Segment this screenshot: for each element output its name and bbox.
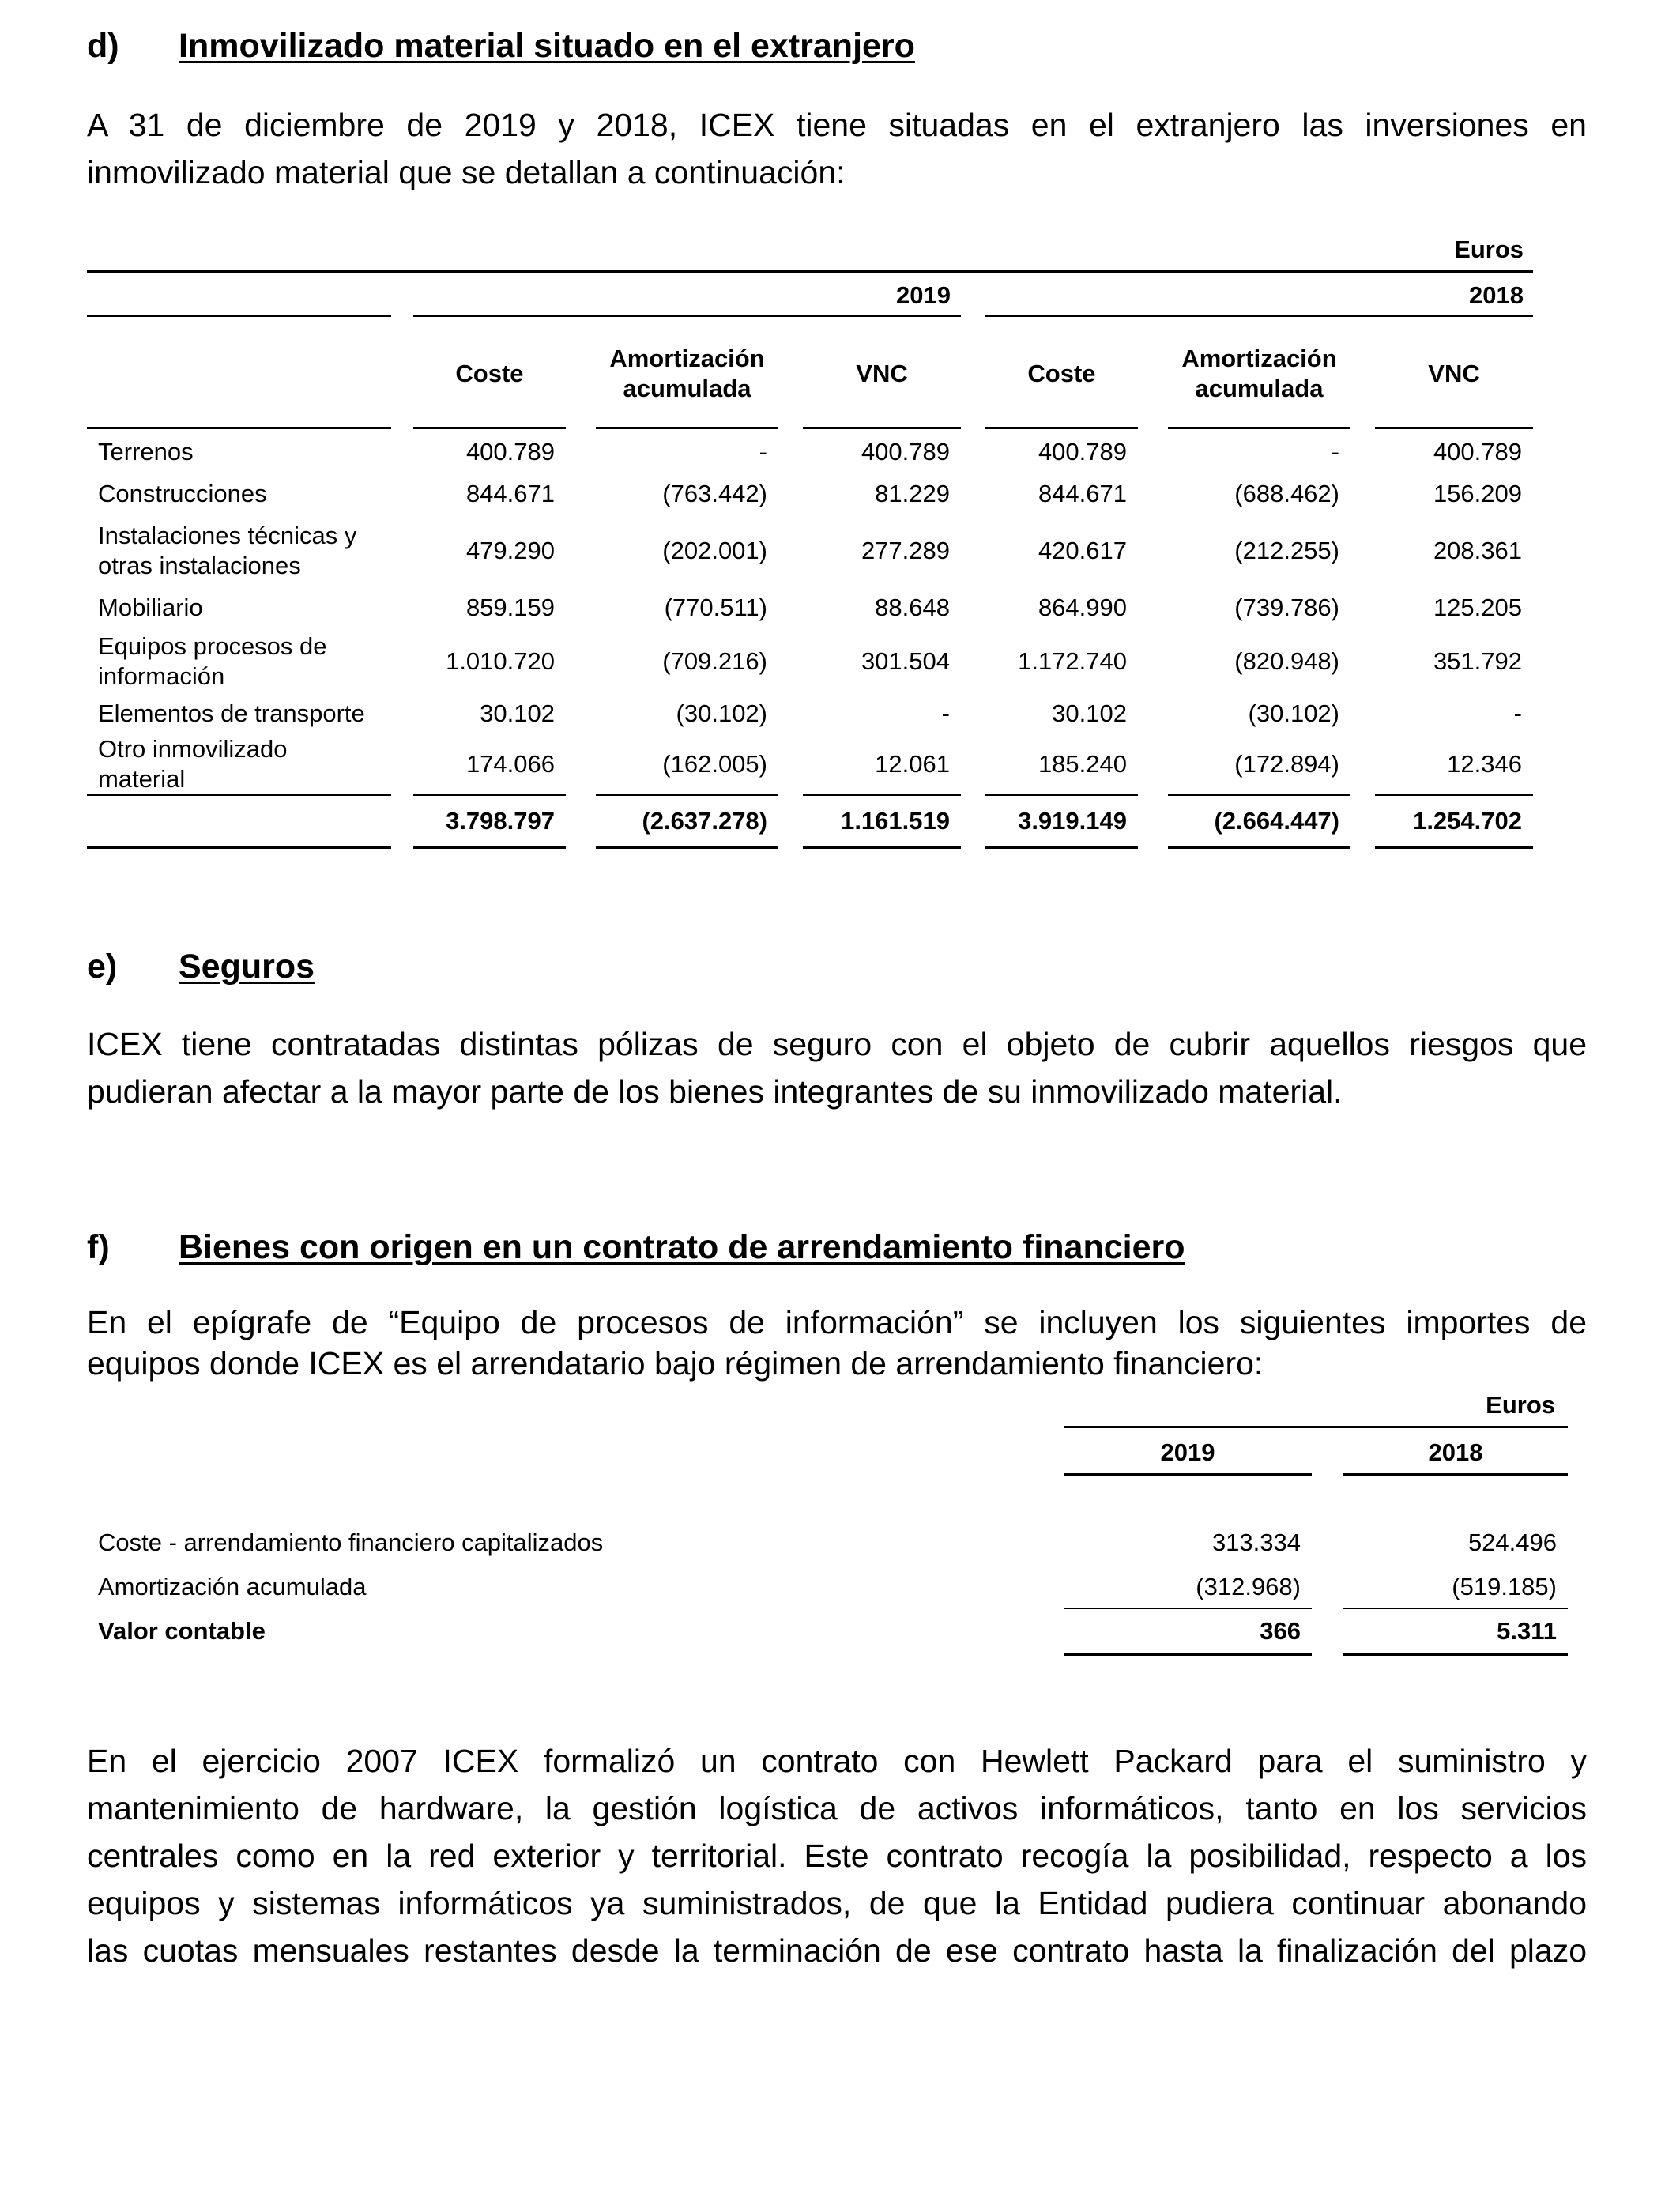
total-cell: (2.664.447) [1214,807,1339,835]
value-cell: 12.061 [875,750,950,778]
year-header-2019: 2019 [1160,1438,1215,1466]
value-cell: (172.894) [1234,750,1339,778]
paragraph-line: centrales como en la red exterior y territorial. Este contrato recogía la posibilidad, respecto a los [87,1838,1587,1874]
paragraph-line: En el epígrafe de “Equipo de procesos de información” se incluyen los siguientes importes de [87,1304,1587,1340]
row-label: Otro inmovilizado [98,735,288,763]
total-cell: 1.161.519 [841,807,950,835]
row-label: información [98,662,225,690]
closing-paragraph [87,1737,1587,1974]
value-cell: 174.066 [465,750,555,778]
column-header: acumulada [1195,375,1324,402]
value-cell: 400.789 [1038,438,1127,466]
total-cell: 3.919.149 [1018,807,1127,835]
paragraph-line: mantenimiento de hardware, la gestión logística de activos informáticos, tanto en los servicios [87,1790,1587,1826]
value-cell: (30.102) [1248,699,1339,727]
row-label: otras instalaciones [98,552,301,579]
year-header-2019: 2019 [896,281,951,309]
value-cell: 859.159 [465,594,555,621]
paragraph-line: inmovilizado material que se detallan a continuación: [87,154,846,190]
section-d-title: Inmovilizado material situado en el extranjero [179,27,915,65]
value-cell: (202.001) [662,537,767,564]
paragraph-line: A 31 de diciembre de 2019 y 2018, ICEX tiene situadas en el extranjero las inversiones en [87,107,1587,143]
table-rule [1064,1473,1312,1476]
value-cell: - [1513,699,1522,727]
value-cell: - [759,438,767,466]
row-label: Coste - arrendamiento financiero capitalizados [98,1529,604,1556]
value-cell: (820.948) [1234,647,1339,675]
value-cell: 524.496 [1467,1529,1557,1556]
total-cell: (2.637.278) [642,807,767,835]
value-cell: - [941,699,950,727]
value-cell: (709.216) [662,647,767,675]
total-cell: 3.798.797 [446,807,555,835]
value-cell: (312.968) [1196,1573,1301,1600]
section-e-letter: e) [87,948,118,986]
row-label: Instalaciones técnicas y [98,522,357,549]
table-rule [1064,1608,1312,1609]
total-label: Valor contable [98,1617,266,1645]
row-label: material [98,765,186,793]
value-cell: (763.442) [662,480,767,507]
value-cell: 12.346 [1447,750,1522,778]
year-header-2018: 2018 [1428,1438,1483,1466]
value-cell: 125.205 [1433,594,1522,621]
row-label: Construcciones [98,480,267,507]
value-cell: 351.792 [1433,647,1522,675]
column-header: Amortización [1181,345,1337,372]
section-f-title: Bienes con origen en un contrato de arrendamiento financiero [179,1228,1185,1266]
value-cell: 844.671 [465,480,555,507]
paragraph-line: pudieran afectar a la mayor parte de los bienes integrantes de su inmovilizado material. [87,1073,1343,1110]
value-cell: 420.617 [1038,537,1127,564]
value-cell: 30.102 [480,699,555,727]
value-cell: 479.290 [465,537,555,564]
value-cell: 400.789 [861,438,950,466]
total-cell: 5.311 [1497,1617,1557,1645]
column-header: acumulada [623,375,751,402]
value-cell: (162.005) [662,750,767,778]
year-header-2018: 2018 [1469,281,1524,309]
paragraph-line: las cuotas mensuales restantes desde la terminación de ese contrato hasta la finalización del plazo [87,1932,1587,1969]
paragraph-line: ICEX tiene contratadas distintas pólizas de seguro con el objeto de cubrir aquellos riesgos que [87,1026,1587,1062]
value-cell: 844.671 [1038,480,1127,507]
column-header: Amortización [609,345,765,372]
value-cell: - [1331,438,1339,466]
value-cell: (688.462) [1234,480,1339,507]
value-cell: (770.511) [664,594,767,621]
row-label: Amortización acumulada [98,1573,367,1600]
value-cell: 88.648 [875,594,950,621]
value-cell: 208.361 [1433,537,1522,564]
total-cell: 1.254.702 [1413,807,1522,835]
section-d-letter: d) [87,27,119,65]
table-rule [1343,1473,1568,1476]
column-header: Coste [455,360,524,387]
paragraph-line: equipos y sistemas informáticos ya suministrados, de que la Entidad pudiera continuar abonando [87,1885,1587,1921]
value-cell: 30.102 [1052,699,1127,727]
row-label: Elementos de transporte [98,699,365,727]
value-cell: 400.789 [1433,438,1522,466]
value-cell: (519.185) [1452,1573,1557,1600]
value-cell: 313.334 [1211,1529,1301,1556]
table-rule [1064,1653,1312,1656]
section-e-title: Seguros [179,948,315,986]
value-cell: 400.789 [465,438,555,466]
value-cell: (739.786) [1234,594,1339,621]
total-cell: 366 [1260,1617,1301,1645]
table-rule [1343,1608,1568,1609]
column-header: VNC [1428,360,1480,387]
value-cell: (30.102) [676,699,767,727]
paragraph-line: En el ejercicio 2007 ICEX formalizó un contrato con Hewlett Packard para el suministro y [87,1743,1587,1779]
value-cell: 185.240 [1038,750,1127,778]
value-cell: 156.209 [1433,480,1522,507]
value-cell: 1.010.720 [446,647,555,675]
table-rule [1064,1426,1568,1428]
paragraph-line: equipos donde ICEX es el arrendatario bajo régimen de arrendamiento financiero: [87,1345,1264,1382]
value-cell: (212.255) [1234,537,1339,564]
value-cell: 864.990 [1038,594,1127,621]
row-label: Equipos procesos de [98,632,327,660]
table-rule [1343,1653,1568,1656]
value-cell: 301.504 [861,647,950,675]
unit-label: Euros [1486,1391,1555,1419]
row-label: Mobiliario [98,594,203,621]
value-cell: 81.229 [875,480,950,507]
value-cell: 1.172.740 [1018,647,1127,675]
column-header: Coste [1027,360,1096,387]
row-label: Terrenos [98,438,194,466]
unit-label: Euros [1454,236,1524,263]
column-header: VNC [856,360,908,387]
section-f-letter: f) [87,1228,110,1266]
value-cell: 277.289 [861,537,950,564]
